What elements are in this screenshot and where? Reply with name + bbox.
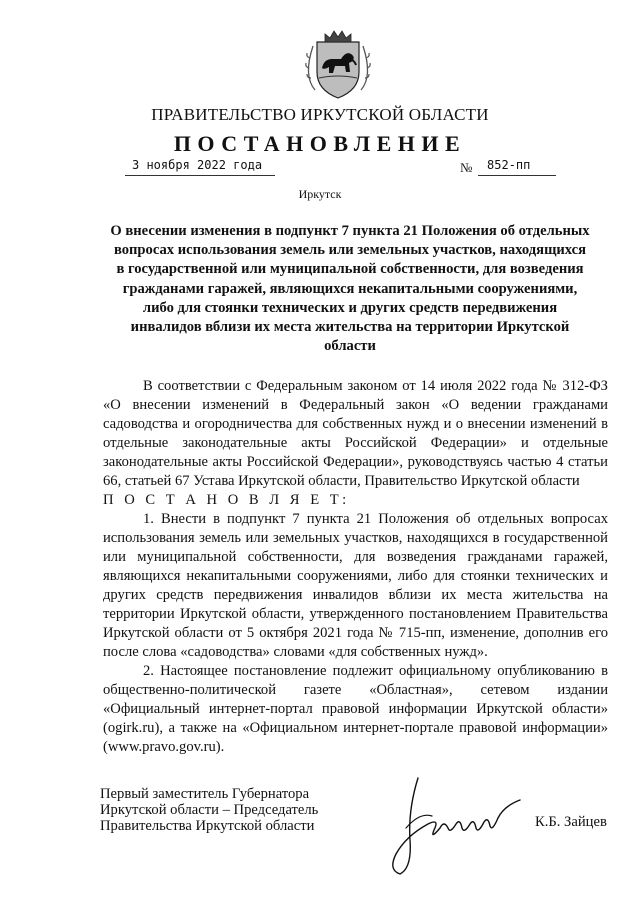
number-underline [478,175,556,176]
document-number: 852-пп [487,158,531,172]
preamble-paragraph: В соответствии с Федеральным законом от 14 июля 2022 года № 312-ФЗ «О внесении изменений в Федеральный закон «О ведении гражданами садоводства и огородничества для собственных нужд и о внесении изменений в отдельные законодательные акты Российской Федерации» и отдельные законодательные акты Российской Федерации», руководствуясь частью 4 статьи 66, статьей 67 Устава Иркутской области, Правительство Иркутской области [103,378,608,489]
decree-word: П О С Т А Н О В Л Я Е Т: [103,492,350,508]
date-underline [125,175,275,176]
item-2-paragraph: 2. Настоящее постановление подлежит официальному опубликованию в общественно-политической газете «Областная», сетевом издании «Официальный интернет-портал правовой информации Иркутской области» (ogirk.ru), а также на «Официальном интернет-портале правовой информации» (www.pravo.gov.ru). [103,663,608,755]
coat-of-arms-icon [295,28,381,100]
document-type: ПОСТАНОВЛЕНИЕ [173,131,467,156]
signer-position-line-2: Иркутской области – Председатель [100,802,319,818]
signer-position-line-3: Правительства Иркутской области [100,818,315,834]
signer-name: К.Б. Зайцев [535,814,607,830]
signer-position-line-1: Первый заместитель Губернатора [100,786,310,802]
document-body [103,377,608,757]
item-1-paragraph: 1. Внести в подпункт 7 пункта 21 Положения об отдельных вопросах использования земель или земельных участков, находящихся в государственной или муниципальной собственности, для возведения гражданами гаражей, являющихся некапитальными сооружениями, либо для стоянки технических и других средств передвижения инвалидов вблизи их места жительства на территории Иркутской области, утвержденного постановлением Правительства Иркутской области от 5 октября 2021 года № 715-пп, изменение, дополнив его после слова «садоводства» словами «для собственных нужд». [103,511,608,660]
handwritten-signature-icon [370,770,530,880]
city-name: Иркутск [298,187,342,201]
signer-position [100,786,318,834]
document-title: О внесении изменения в подпункт 7 пункта 21 Положения об отдельных вопросах использования земель или земельных участков, находящихся в государственной или муниципальной собственности, для возведения гражданами гаражей, являющихся некапитальными сооружениями, либо для стоянки технических и других средств передвижения инвалидов вблизи их места жительства на территории Иркутской области [110,223,590,355]
organization-name: ПРАВИТЕЛЬСТВО ИРКУТСКОЙ ОБЛАСТИ [151,105,489,124]
number-sign: № [460,160,473,175]
document-date: 3 ноября 2022 года [132,158,263,172]
